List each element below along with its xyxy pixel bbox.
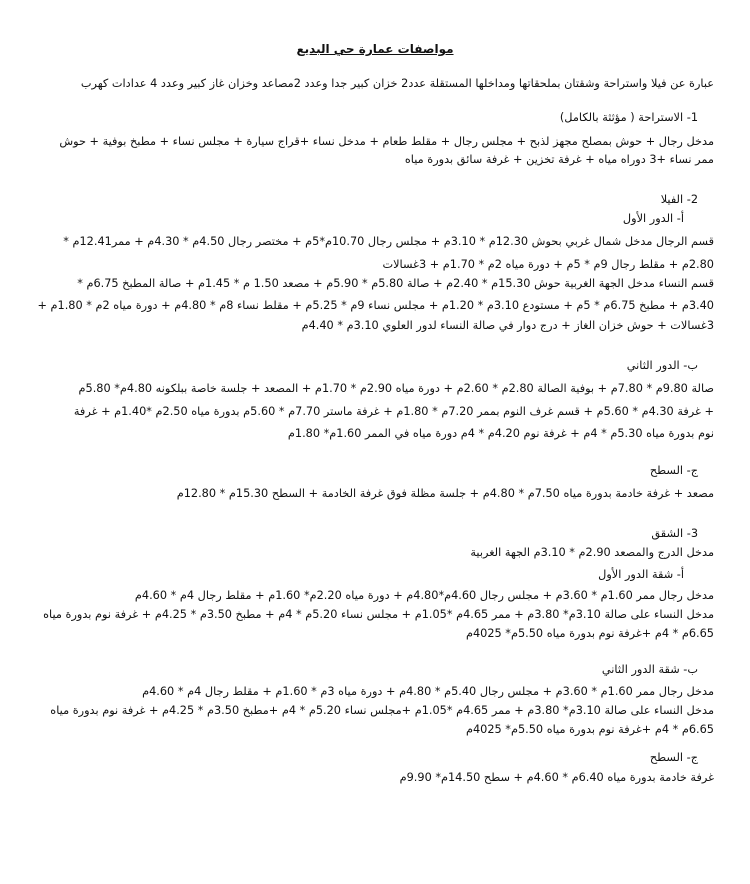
villa-first-floor-line: 2.80م + مقلط رجال 9م * 5م + دورة مياه 2م * 1.70م + 3غسالات [382,258,714,271]
subsection-heading-apartments-roof: ج- السطح [649,751,698,764]
document-title: مواصفات عمارة حي البديع [296,42,454,56]
villa-first-floor-line: قسم النساء مدخل الجهة الغربية حوش 15.30م * 2.40م + صالة 5.80م * 5.90م + مصعد 1.50 م * 1.45م + صالة المطبخ 6.75م * [77,277,714,290]
villa-first-floor-line: قسم الرجال مدخل شمال غربي بحوش 12.30م * 3.10م + مجلس رجال 10.70م*5م + مختصر رجال 4.50م * 4.30م + ممر12.41م * [63,235,714,248]
first-floor-apartment-line: مدخل رجال ممر 1.60م * 3.60م + مجلس رجال 4.60م*4.80م + دورة مياه 2.20م* 1.60م + مقلط رجال 4م * 4.60م [134,589,714,602]
first-floor-apartment-line: 6.65م * 4م +غرفة نوم بدورة مياه 5.50م* 4025م [465,627,714,640]
rest-house-line: مدخل رجال + حوش بمصلح مجهز لذبح + مجلس رجال + مقلط طعام + مدخل نساء +قراج سيارة + مجلس نساء + مطبخ بوفية + حوش [59,135,714,148]
second-floor-apartment-line: مدخل رجال ممر 1.60م * 3.60م + مجلس رجال 5.40م * 4.80م + دورة مياه 3م * 1.60م + مقلط رجال 4م * 4.60م [142,685,714,698]
villa-second-floor-line: نوم بدورة مياه 5.30م * 4م + غرفة نوم 4.20م * 4م دورة مياه في الممر 1.60م* 1.80م [287,427,714,440]
subsection-heading-villa-first-floor: أ- الدور الأول [622,212,684,225]
rest-house-line: ممر نساء +3 دوراه مياه + غرفة تخزين + غرفة سائق بدورة مياه [404,153,714,166]
subsection-heading-second-floor-apartment: ب- شقة الدور الثاني [601,663,698,676]
subsection-heading-villa-roof: ج- السطح [649,464,698,477]
section-heading-villa: 2- الفيلا [660,193,698,206]
second-floor-apartment-line: مدخل النساء على صالة 3.10م* 3.80م + ممر 4.65م *1.05م +مجلس نساء 5.20م * 4م +مطبخ 3.50م * 4.25م + غرفة نوم بدورة مياه [50,704,714,717]
villa-roof-line: مصعد + غرفة خادمة بدورة مياه 7.50م * 4.80م + جلسة مظلة فوق غرفة الخادمة + السطح 15.30م * 12.80م [176,487,714,500]
villa-second-floor-line: صالة 9.80م * 7.80م + بوفية الصالة 2.80م * 2.60م + دورة مياه 2.90م * 1.70م + المصعد + جلسة خاصة ببلكونه 4.80م* 5.80م [78,382,714,395]
villa-second-floor-line: + غرفة 4.30م * 5.60م + قسم غرف النوم بممر 7.20م * 1.80م + غرفة ماستر 7.70م * 5.60م بدورة مياه 2.50م *1.40م + غرفة [73,405,714,418]
villa-first-floor-line: 3غسالات + حوش خزان الغاز + درج دوار في صالة النساء لدور العلوي 3.10م * 4.40م [301,319,714,332]
section-heading-apartments: 3- الشقق [651,527,698,540]
second-floor-apartment-line: 6.65م * 4م +غرفة نوم بدورة مياه 5.50م* 4025م [465,723,714,736]
villa-first-floor-line: 3.40م + مطبخ 6.75م * 5م + مستودع 3.10م * 1.20م + مجلس نساء 9م * 5.25م + مقلط نساء 8م * 4.80م + دورة مياه 2م * 1.80م + [37,299,714,312]
apartments-entrance-line: مدخل الدرج والمصعد 2.90م * 3.10م الجهة الغربية [470,546,714,559]
apartments-roof-line: غرفة خادمة بدورة مياه 6.40م * 4.60م + سطح 14.50م* 9.90م [399,771,714,784]
subsection-heading-first-floor-apartment: أ- شقة الدور الأول [598,568,684,581]
first-floor-apartment-line: مدخل النساء على صالة 3.10م* 3.80م + ممر 4.65م *1.05م + مجلس نساء 5.20م * 4م + مطبخ 3.50م * 4.25م + غرفة نوم بدورة مياه [43,608,714,621]
section-heading-rest-house: 1- الاستراحة ( مؤثثة بالكامل) [559,111,698,124]
intro-paragraph: عبارة عن فيلا واستراحة وشقتان بملحقاتها ومداخلها المستقلة عدد2 خزان كبير جدا وعدد 2مصاعد وخزان غاز كبير وعدد 4 عدادات كهرب [80,77,714,90]
subsection-heading-villa-second-floor: ب- الدور الثاني [626,359,698,372]
